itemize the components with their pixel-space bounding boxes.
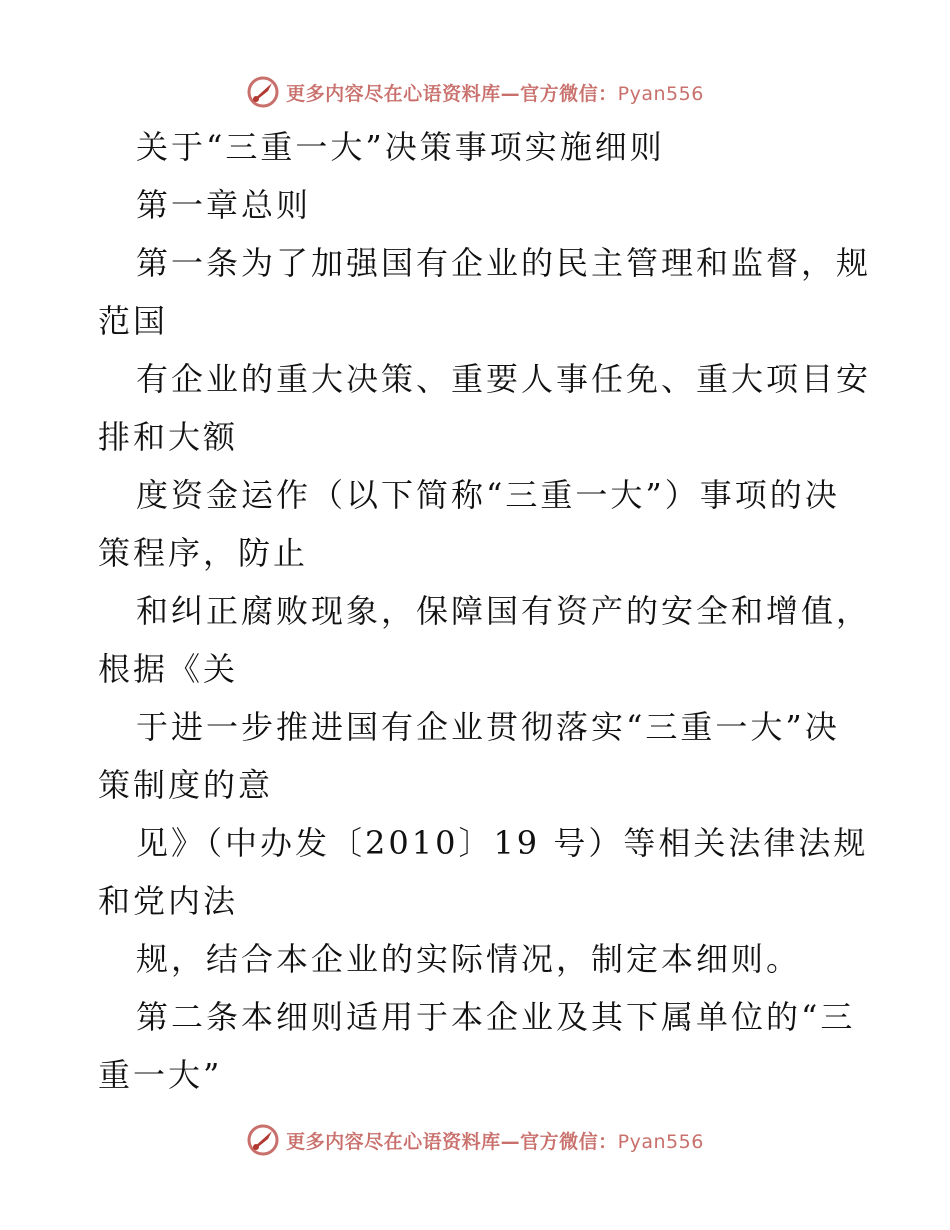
text-line: 策制度的意 [98, 766, 274, 804]
text-line: 见》（中办发〔2010〕19 号）等相关法律法规 [136, 824, 869, 862]
header-watermark [0, 70, 950, 114]
watermark-text: 更多内容尽在心语资料库—官方微信： [286, 82, 618, 105]
text-line: 排和大额 [98, 418, 239, 456]
text-line: 策程序，防止 [98, 534, 309, 572]
text-line: 和纠正腐败现象，保障国有资产的安全和增值， [136, 592, 872, 630]
text-line: 范国 [98, 302, 169, 340]
text-line: 规，结合本企业的实际情况，制定本细则。 [136, 940, 802, 978]
footer-watermark [0, 1118, 950, 1162]
text-line: 重一大” [98, 1056, 223, 1094]
quill-logo-icon [246, 1123, 280, 1157]
document-body [98, 118, 872, 1104]
text-line: 于进一步推进国有企业贯彻落实“三重一大”决 [136, 708, 840, 746]
watermark-wechat-id: Pyan556 [617, 82, 704, 105]
text-line: 第一条为了加强国有企业的民主管理和监督，规 [136, 244, 872, 282]
watermark-wechat-id: Pyan556 [617, 1130, 704, 1153]
text-line: 度资金运作（以下简称“三重一大”）事项的决 [136, 476, 840, 514]
text-line: 根据《关 [98, 650, 239, 688]
text-line: 关于“三重一大”决策事项实施细则 [136, 128, 665, 166]
text-line: 和党内法 [98, 882, 239, 920]
quill-logo-icon [246, 75, 280, 109]
text-line: 第二条本细则适用于本企业及其下属单位的“三 [136, 998, 856, 1036]
text-line: 有企业的重大决策、重要人事任免、重大项目安 [136, 360, 872, 398]
watermark-text: 更多内容尽在心语资料库—官方微信： [286, 1130, 618, 1153]
text-line: 第一章总则 [136, 186, 312, 224]
